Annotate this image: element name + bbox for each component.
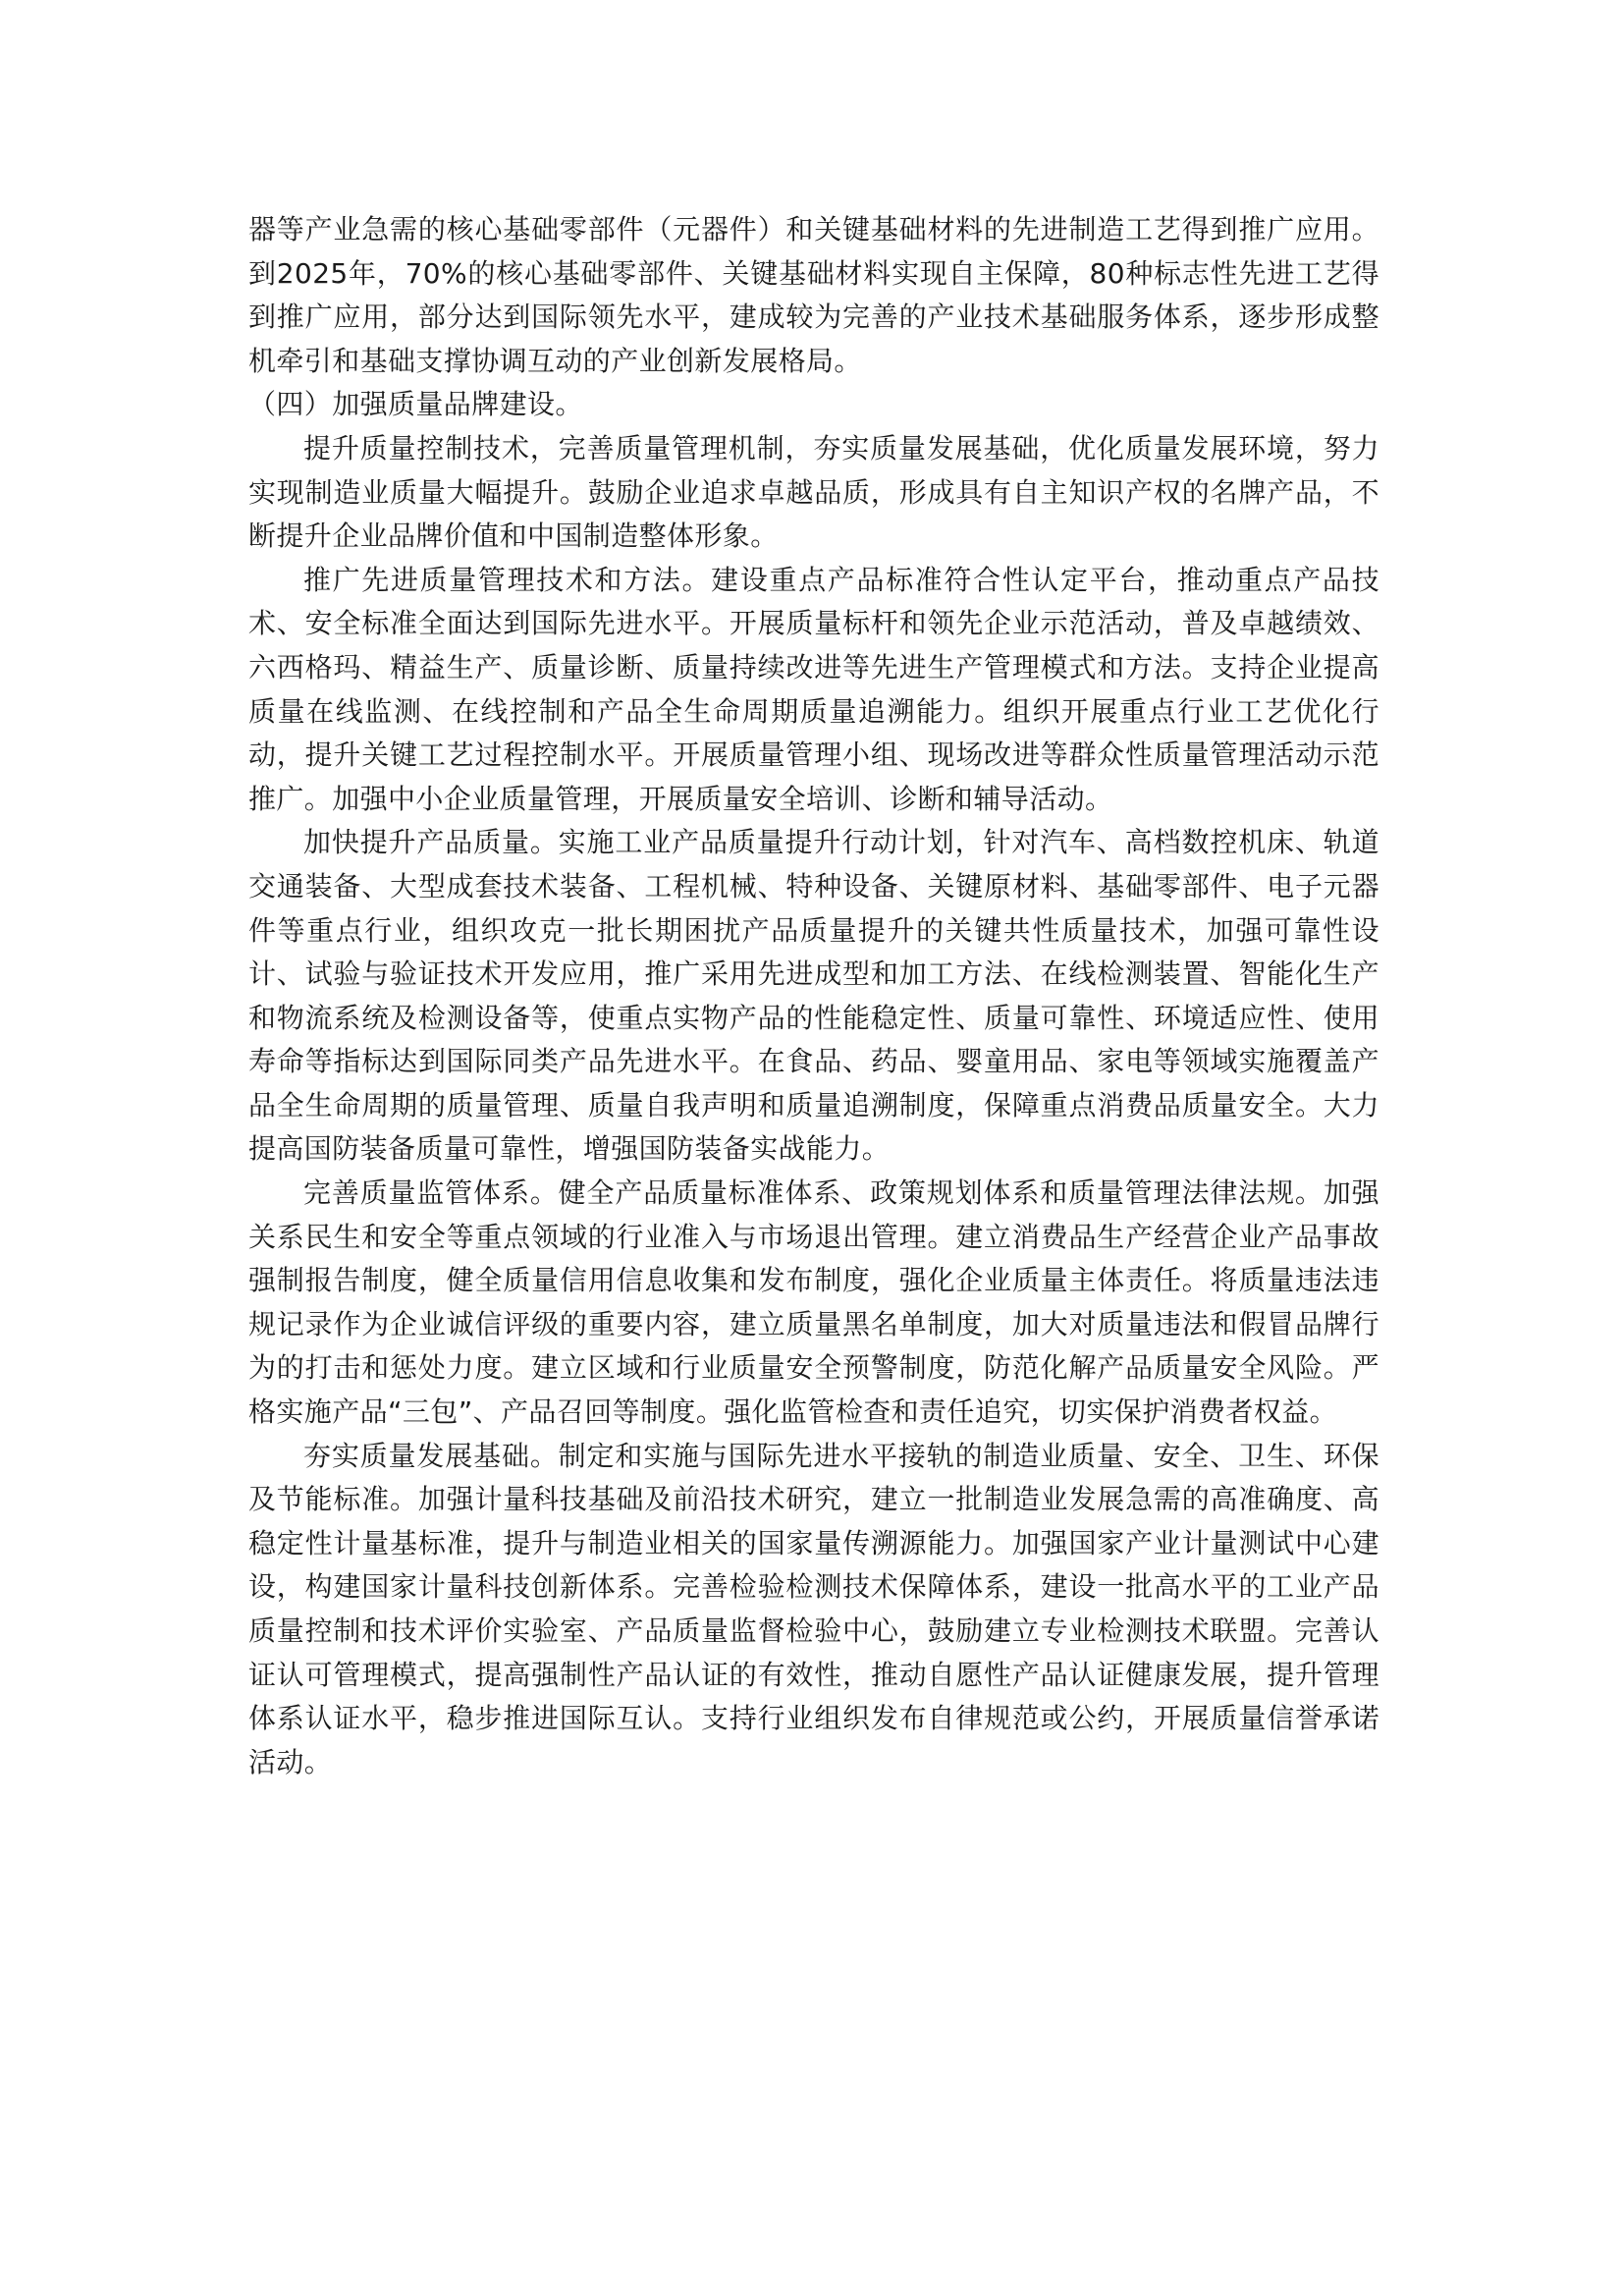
paragraph-quality-foundation: 夯实质量发展基础。制定和实施与国际先进水平接轨的制造业质量、安全、卫生、环保及节能标准。加强计量科技基础及前沿技术研究，建立一批制造业发展急需的高准确度、高稳定性计量基标准，提升与制造业相关的国家量传溯源能力。加强国家产业计量测试中心建设，构建国家计量科技创新体系。完善检验检测技术保障体系，建设一批高水平的工业产品质量控制和技术评价实验室、产品质量监督检验中心，鼓励建立专业检测技术联盟。完善认证认可管理模式，提高强制性产品认证的有效性，推动自愿性产品认证健康发展，提升管理体系认证水平，稳步推进国际互认。支持行业组织发布自律规范或公约，开展质量信誉承诺活动。	[248, 1439, 1379, 1778]
paragraph-continuation: 器等产业急需的核心基础零部件（元器件）和关键基础材料的先进制造工艺得到推广应用。到2025年，70%的核心基础零部件、关键基础材料实现自主保障，80种标志性先进工艺得到推广应用，部分达到国际领先水平，建成较为完善的产业技术基础服务体系，逐步形成整机牵引和基础支撑协调互动的产业创新发展格局。	[248, 213, 1379, 377]
paragraph-quality-overview: 提升质量控制技术，完善质量管理机制，夯实质量发展基础，优化质量发展环境，努力实现制造业质量大幅提升。鼓励企业追求卓越品质，形成具有自主知识产权的名牌产品，不断提升企业品牌价值和中国制造整体形象。	[248, 431, 1379, 553]
paragraph-quality-supervision: 完善质量监管体系。健全产品质量标准体系、政策规划体系和质量管理法律法规。加强关系民生和安全等重点领域的行业准入与市场退出管理。建立消费品生产经营企业产品事故强制报告制度，健全质量信用信息收集和发布制度，强化企业质量主体责任。将质量违法违规记录作为企业诚信评级的重要内容，建立质量黑名单制度，加大对质量违法和假冒品牌行为的打击和惩处力度。建立区域和行业质量安全预警制度，防范化解产品质量安全风险。严格实施产品“三包”、产品召回等制度。强化监管检查和责任追究，切实保护消费者权益。	[248, 1176, 1379, 1429]
paragraph-product-quality: 加快提升产品质量。实施工业产品质量提升行动计划，针对汽车、高档数控机床、轨道交通装备、大型成套技术装备、工程机械、特种设备、关键原材料、基础零部件、电子元器件等重点行业，组织攻克一批长期困扰产品质量提升的关键共性质量技术，加强可靠性设计、试验与验证技术开发应用，推广采用先进成型和加工方法、在线检测装置、智能化生产和物流系统及检测设备等，使重点实物产品的性能稳定性、质量可靠性、环境适应性、使用寿命等指标达到国际同类产品先进水平。在食品、药品、婴童用品、家电等领域实施覆盖产品全生命周期的质量管理、质量自我声明和质量追溯制度，保障重点消费品质量安全。大力提高国防装备质量可靠性，增强国防装备实战能力。	[248, 826, 1379, 1166]
section-heading: （四）加强质量品牌建设。	[248, 388, 583, 421]
document-body	[248, 208, 1379, 1784]
paragraph-quality-methods: 推广先进质量管理技术和方法。建设重点产品标准符合性认定平台，推动重点产品技术、安全标准全面达到国际先进水平。开展质量标杆和领先企业示范活动，普及卓越绩效、六西格玛、精益生产、质量诊断、质量持续改进等先进生产管理模式和方法。支持企业提高质量在线监测、在线控制和产品全生命周期质量追溯能力。组织开展重点行业工艺优化行动，提升关键工艺过程控制水平。开展质量管理小组、现场改进等群众性质量管理活动示范推广。加强中小企业质量管理，开展质量安全培训、诊断和辅导活动。	[248, 563, 1379, 815]
